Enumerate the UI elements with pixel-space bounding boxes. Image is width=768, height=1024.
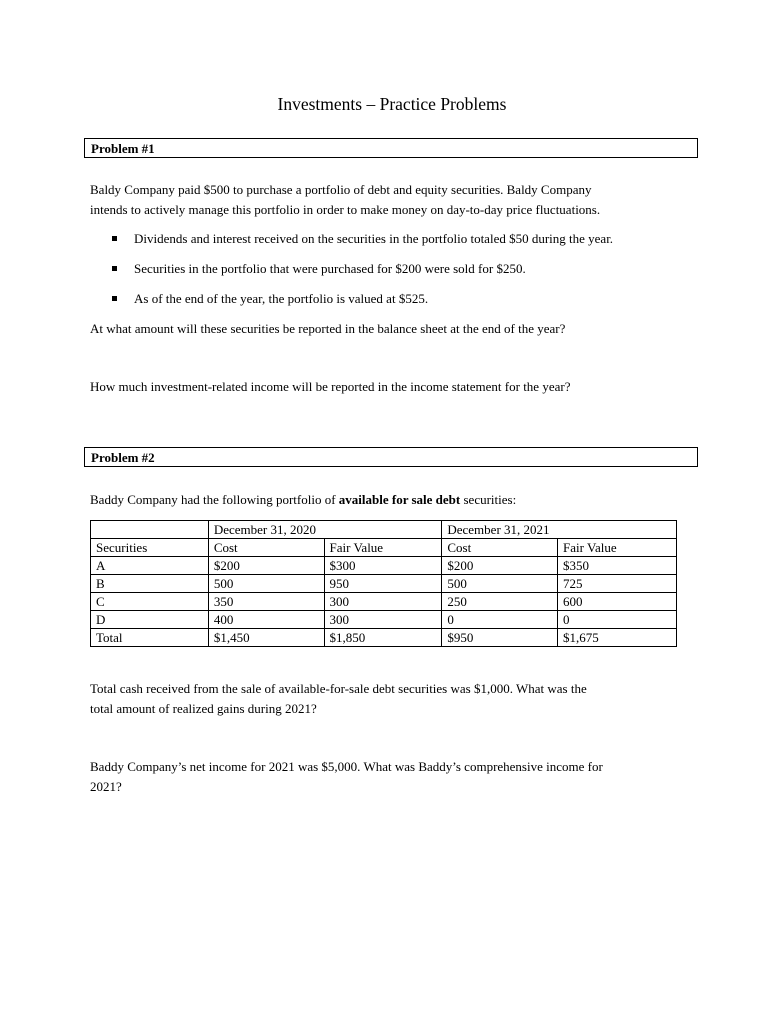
- problem-1-intro-line-1: Baldy Company paid $500 to purchase a portfolio of debt and equity securities. Baldy Company: [90, 182, 592, 197]
- table-column-header-row: [91, 539, 677, 557]
- problem-1-intro-line-2: intends to actively manage this portfolio in order to make money on day-to-day price fluctuations.: [90, 201, 601, 217]
- problem-2-question-1-line-2: total amount of realized gains during 2021?: [90, 700, 317, 716]
- table-cell: $950: [442, 629, 558, 647]
- table-cell: A: [91, 557, 209, 575]
- table-cell: $350: [558, 557, 677, 575]
- table-row: [91, 611, 677, 629]
- problem-2-intro-prefix: Baddy Company had the following portfolio of: [90, 492, 339, 507]
- table-cell: 600: [558, 593, 677, 611]
- table-cell: 400: [208, 611, 324, 629]
- table-cell: 500: [208, 575, 324, 593]
- problem-2-header: Problem #2: [84, 447, 698, 467]
- table-cell: 500: [442, 575, 558, 593]
- bullet-text: Securities in the portfolio that were purchased for $200 were sold for $250.: [134, 261, 526, 276]
- column-header: Securities: [91, 539, 209, 557]
- problem-2-question-2: [90, 757, 700, 796]
- column-header: Cost: [442, 539, 558, 557]
- bullet-item: [112, 229, 712, 259]
- bullet-item: [112, 259, 712, 289]
- problem-2-intro-bold: available for sale debt: [338, 492, 461, 507]
- problem-2-question-2-line-1: Baddy Company’s net income for 2021 was $5,000. What was Baddy’s comprehensive income for: [90, 759, 603, 774]
- table-row: [91, 575, 677, 593]
- problem-1-question-1: At what amount will these securities be reported in the balance sheet at the end of the year?: [90, 321, 566, 336]
- table-cell: 950: [324, 575, 442, 593]
- table-cell: 350: [208, 593, 324, 611]
- period-header-2020: December 31, 2020: [208, 521, 442, 539]
- bullet-text: Dividends and interest received on the securities in the portfolio totaled $50 during the year.: [134, 231, 614, 246]
- table-row: [91, 557, 677, 575]
- bullet-square-icon: [112, 236, 117, 241]
- problem-1-question-2: How much investment-related income will be reported in the income statement for the year?: [90, 379, 571, 394]
- table-cell: D: [91, 611, 209, 629]
- column-header: Cost: [208, 539, 324, 557]
- table-cell: $1,850: [324, 629, 442, 647]
- table-cell: 300: [324, 611, 442, 629]
- problem-2-question-2-line-2: 2021?: [90, 778, 122, 794]
- table-cell: 250: [442, 593, 558, 611]
- table-period-header-row: [91, 521, 677, 539]
- column-header: Fair Value: [558, 539, 677, 557]
- table-total-row: [91, 629, 677, 647]
- table-cell: $1,450: [208, 629, 324, 647]
- table-corner-cell: [91, 521, 209, 539]
- problem-2-question-1: [90, 679, 700, 718]
- column-header: Fair Value: [324, 539, 442, 557]
- problem-2-intro: [90, 490, 700, 510]
- table-cell: 0: [442, 611, 558, 629]
- bullet-item: [112, 289, 712, 319]
- table-cell: $200: [442, 557, 558, 575]
- table-row: [91, 593, 677, 611]
- table-cell: C: [91, 593, 209, 611]
- problem-2-question-1-line-1: Total cash received from the sale of available-for-sale debt securities was $1,000. What was the: [90, 681, 587, 696]
- bullet-square-icon: [112, 296, 117, 301]
- table-cell: Total: [91, 629, 209, 647]
- problem-1-intro: [90, 180, 700, 219]
- bullet-text: As of the end of the year, the portfolio is valued at $525.: [134, 291, 429, 306]
- period-header-2021: December 31, 2021: [442, 521, 677, 539]
- problem-1-header: Problem #1: [84, 138, 698, 158]
- page-title: Investments – Practice Problems: [277, 94, 507, 114]
- problem-2-intro-suffix: securities:: [460, 492, 517, 507]
- table-cell: $200: [208, 557, 324, 575]
- table-cell: $1,675: [558, 629, 677, 647]
- table-cell: 725: [558, 575, 677, 593]
- problem-1-bullet-list: [112, 229, 712, 319]
- table-cell: 0: [558, 611, 677, 629]
- table-cell: $300: [324, 557, 442, 575]
- bullet-square-icon: [112, 266, 117, 271]
- table-cell: B: [91, 575, 209, 593]
- portfolio-table: [90, 520, 677, 647]
- table-cell: 300: [324, 593, 442, 611]
